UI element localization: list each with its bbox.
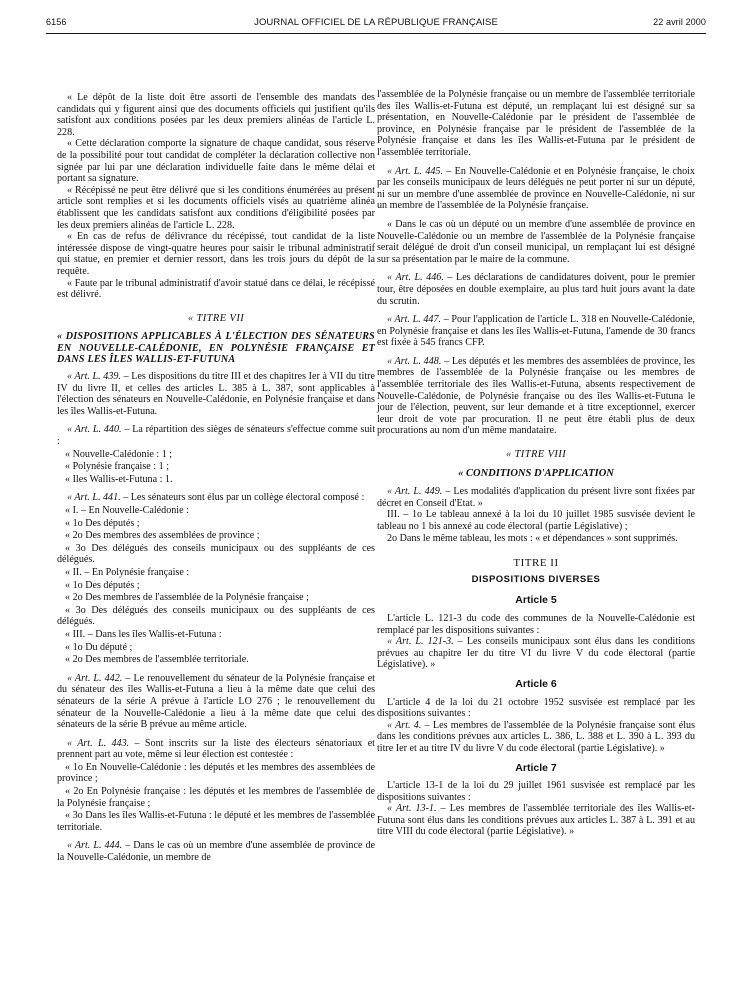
article-ref: « Art. L. 440. bbox=[67, 424, 122, 436]
paragraph: l'assemblée de la Polynésie française ou un membre de l'assemblée territoriale des îles Wallis-et-Futuna est député, un remplaçant lui est désigné sur sa présentation, en Nouvelle-Calédonie par le président de l'assemblée de province, en Polynésie française par le président de l'assemblée de la Polynésie française et dans les îles Wallis-et-Futuna par le président de l'assemblée territoriale. bbox=[377, 89, 695, 158]
page-number: 6156 bbox=[46, 17, 67, 27]
list-item: « 2o En Polynésie française : les députés et les membres de l'assemblée de la Polynésie française ; bbox=[57, 786, 375, 809]
article-ref: « Art. L. 445. bbox=[387, 165, 443, 177]
article-ref: « Art. L. 441. bbox=[67, 492, 121, 504]
titre-vii: « TITRE VII bbox=[187, 312, 245, 324]
article-ref: « Art. L. 439. bbox=[67, 371, 121, 383]
article-ref: « Art. L. 446. bbox=[387, 272, 444, 284]
list-item: « III. – Dans les îles Wallis-et-Futuna : bbox=[65, 628, 222, 640]
list-item: « 3o Des délégués des conseils municipaux ou des suppléants de ces délégués. bbox=[57, 542, 375, 566]
article-l441: « Art. L. 441. – Les sénateurs sont élus par un collège électoral composé : bbox=[67, 492, 365, 504]
paragraph: « Cette déclaration comporte la signature de chaque candidat, sous réserve de la possibilité pour tout candidat de compléter la déclaration collective non signée par lui par une déclaration individuelle faite dans le même délai et portant sa signature. bbox=[57, 138, 375, 185]
article-ref: « Art. L. 449. bbox=[387, 486, 443, 498]
list-item: « 2o Des membres de l'assemblée territoriale. bbox=[65, 654, 249, 666]
article-l444: « Art. L. 444. – Dans le cas où un membre d'une assemblée de province de la Nouvelle-Calédonie, un membre de bbox=[57, 840, 375, 864]
article-l442: « Art. L. 442. – Le renouvellement du sénateur de la Polynésie française et du sénateur des îles Wallis-et-Futuna a lieu à la même date que celui des sénateurs de la série A prévue à l'article LO 276 ; le renouvellement du sénateur de la Nouvelle-Calédonie a lieu à la même date que celui des sénateurs de la série B prévue au même article. bbox=[57, 672, 375, 731]
article-ref: « Art. L. 443. bbox=[67, 737, 130, 749]
titre-viii: « TITRE VIII bbox=[505, 449, 567, 461]
list-item: « I. – En Nouvelle-Calédonie : bbox=[65, 505, 189, 516]
list-item: « 2o Des membres des assemblées de province ; bbox=[65, 530, 260, 542]
article-ref: « Art. L. 447. bbox=[387, 314, 442, 326]
article-l449: « Art. L. 449. – Les modalités d'application du présent livre sont fixées par décret en Conseil d'Etat. » bbox=[377, 486, 695, 509]
paragraph: L'article 4 de la loi du 21 octobre 1952 susvisée est remplacé par les dispositions suivantes : bbox=[377, 696, 695, 720]
list-item: « 3o Des délégués des conseils municipaux ou des suppléants de ces délégués. bbox=[57, 604, 375, 628]
list-item: « Nouvelle-Calédonie : 1 ; bbox=[65, 448, 173, 460]
paragraph: « Récépissé ne peut être délivré que si les conditions énumérées au présent article sont remplies et si les documents officiels visés au quatrième alinéa établissent que les candidats satisfont aux conditions d'éligibilité posées par les deux premiers alinéas de l'article L. 228. bbox=[57, 184, 375, 231]
paragraph: « Dans le cas où un député ou un membre d'une assemblée de province en Nouvelle-Calédonie ou un membre de l'assemblée de la Polynésie française serait délégué de droit d'un conseil municipal, un remplaçant lui est désigné sur sa présentation par le maire de la commune. bbox=[377, 218, 695, 265]
article-ref: « Art. L. 442. bbox=[67, 672, 123, 684]
conditions-application-heading: « CONDITIONS D'APPLICATION bbox=[458, 467, 614, 479]
article-ref: « Art. L. 448. bbox=[387, 355, 442, 367]
article-7-heading: Article 7 bbox=[515, 761, 557, 774]
article-6-heading: Article 6 bbox=[515, 677, 557, 690]
paragraph: III. – 1o Le tableau annexé à la loi du 10 juillet 1985 susvisée devient le tableau no 1 bis annexé au code électoral (partie Législative) ; bbox=[377, 509, 695, 532]
list-item: « 1o Des députés ; bbox=[65, 579, 140, 591]
article-ref: « Art. 4. bbox=[387, 719, 422, 731]
article-l448: « Art. L. 448. – Les députés et les membres des assemblées de province, les membres de l'assemblée de la Polynésie française ou les membres de l'assemblée territoriale des îles Wallis-et-Futuna, absents respectivement de Nouvelle-Calédonie, de Polynésie française ou des îles Wallis-et-Futuna le jour de l'élection, peuvent, sur leur demande et à titre exceptionnel, exercer leur droit de vote par procuration. Il ne peut être établi plus de deux procurations au nom d'un même mandataire. bbox=[377, 355, 695, 437]
article-l446: « Art. L. 446. – Les déclarations de candidatures doivent, pour le premier tour, être déposées en double exemplaire, au plus tard huit jours avant la date du scrutin. bbox=[377, 272, 695, 307]
article-ref: « Art. L. 121-3. bbox=[387, 636, 454, 648]
list-item: « Iles Wallis-et-Futuna : 1. bbox=[65, 473, 173, 485]
paragraph: « Art. 4. – Les membres de l'assemblée de la Polynésie française sont élus dans les conditions prévues aux articles L. 386, L. 388 et L. 390 à L. 393 du titre Ier et au titre IV du livre V du code électoral (partie Législative). » bbox=[377, 719, 696, 754]
paragraph: « Faute par le tribunal administratif d'avoir statué dans ce délai, le récépissé est délivré. bbox=[57, 277, 375, 301]
titre-ii: TITRE II bbox=[513, 557, 559, 570]
article-5-heading: Article 5 bbox=[515, 594, 557, 607]
article-l447: « Art. L. 447. – Pour l'application de l'article L. 318 en Nouvelle-Calédonie, en Polynésie française et dans les îles Wallis-et-Futuna, l'amende de 30 francs est fixée à 545 francs CFP. bbox=[377, 314, 695, 349]
journal-title: JOURNAL OFFICIEL DE LA RÉPUBLIQUE FRANÇAISE bbox=[254, 17, 498, 28]
list-item: « II. – En Polynésie française : bbox=[65, 566, 190, 578]
paragraph: L'article L. 121-3 du code des communes de la Nouvelle-Calédonie est remplacé par les dispositions suivantes : bbox=[377, 612, 695, 636]
list-item: « 1o Du député ; bbox=[65, 641, 133, 653]
paragraph: « Le dépôt de la liste doit être assorti de l'ensemble des mandats des candidats qui y figurent ainsi que des documents officiels qui justifient qu'ils satisfont aux conditions posées par les deux premiers alinéas de l'article L. 228. bbox=[57, 92, 375, 138]
list-item: « 1o En Nouvelle-Calédonie : les députés et les membres des assemblées de province ; bbox=[57, 761, 375, 785]
paragraph: « En cas de refus de délivrance du récépissé, tout candidat de la liste intéressée dispose de vingt-quatre heures pour saisir le tribunal administratif qui statue, en premier et dernier ressort, dans les trois jours du dépôt de la requête. bbox=[57, 231, 375, 277]
article-l445: « Art. L. 445. – En Nouvelle-Calédonie et en Polynésie française, le choix par les conseils municipaux de leurs délégués ne peut porter ni sur un député, ni sur un membre d'une assemblée de province en Nouvelle-Calédonie, ni sur un membre de l'assemblée de la Polynésie française. bbox=[377, 165, 695, 212]
list-item: « 3o Dans les îles Wallis-et-Futuna : le député et les membres de l'assemblée territoriale. bbox=[57, 810, 375, 833]
page-header bbox=[46, 17, 706, 31]
article-ref: « Art. 13-1. bbox=[387, 803, 437, 815]
titre-vii-heading: « DISPOSITIONS APPLICABLES À L'ÉLECTION DES SÉNATEURS EN NOUVELLE-CALÉDONIE, EN POLYNÉSIE FRANÇAISE ET DANS LES ÎLES WALLIS-ET-FUTUNA bbox=[57, 331, 375, 366]
list-item: « 2o Des membres de l'assemblée de la Polynésie française ; bbox=[65, 592, 309, 604]
paragraph: 2o Dans le même tableau, les mots : « et dépendances » sont supprimés. bbox=[387, 532, 678, 544]
right-column bbox=[377, 89, 695, 838]
list-item: « Polynésie française : 1 ; bbox=[65, 461, 169, 473]
paragraph: « Art. 13-1. – Les membres de l'assemblée territoriale des îles Wallis-et-Futuna sont élus dans les conditions prévues aux articles L. 387 à L. 391 et au titre VIII du code électoral (partie Législative). » bbox=[377, 803, 696, 838]
dispositions-diverses-heading: DISPOSITIONS DIVERSES bbox=[471, 573, 601, 585]
article-l440: « Art. L. 440. – La répartition des sièges de sénateurs s'effectue comme suit : bbox=[57, 424, 375, 448]
paragraph: L'article 13-1 de la loi du 29 juillet 1961 susvisée est remplacé par les dispositions suivantes : bbox=[377, 780, 695, 803]
article-ref: « Art. L. 444. bbox=[67, 840, 123, 852]
header-rule bbox=[46, 33, 706, 34]
list-item: « 1o Des députés ; bbox=[65, 517, 140, 529]
paragraph: « Art. L. 121-3. – Les conseils municipaux sont élus dans les conditions prévues au chapitre Ier du titre VI du livre V du code électoral (partie Législative). » bbox=[377, 636, 695, 671]
article-l439: « Art. L. 439. – Les dispositions du titre III et des chapitres Ier à VII du titre IV du livre II, et celles des articles L. 385 à L. 387, sont applicables à l'élection des sénateurs en Nouvelle-Calédonie, en Polynésie française et dans les îles Wallis-et-Futuna. bbox=[57, 371, 375, 417]
article-l443: « Art. L. 443. – Sont inscrits sur la liste des électeurs sénatoriaux et prennent part au vote, même si leur élection est contestée : bbox=[57, 737, 375, 761]
left-column bbox=[57, 92, 375, 864]
publication-date: 22 avril 2000 bbox=[653, 17, 706, 27]
